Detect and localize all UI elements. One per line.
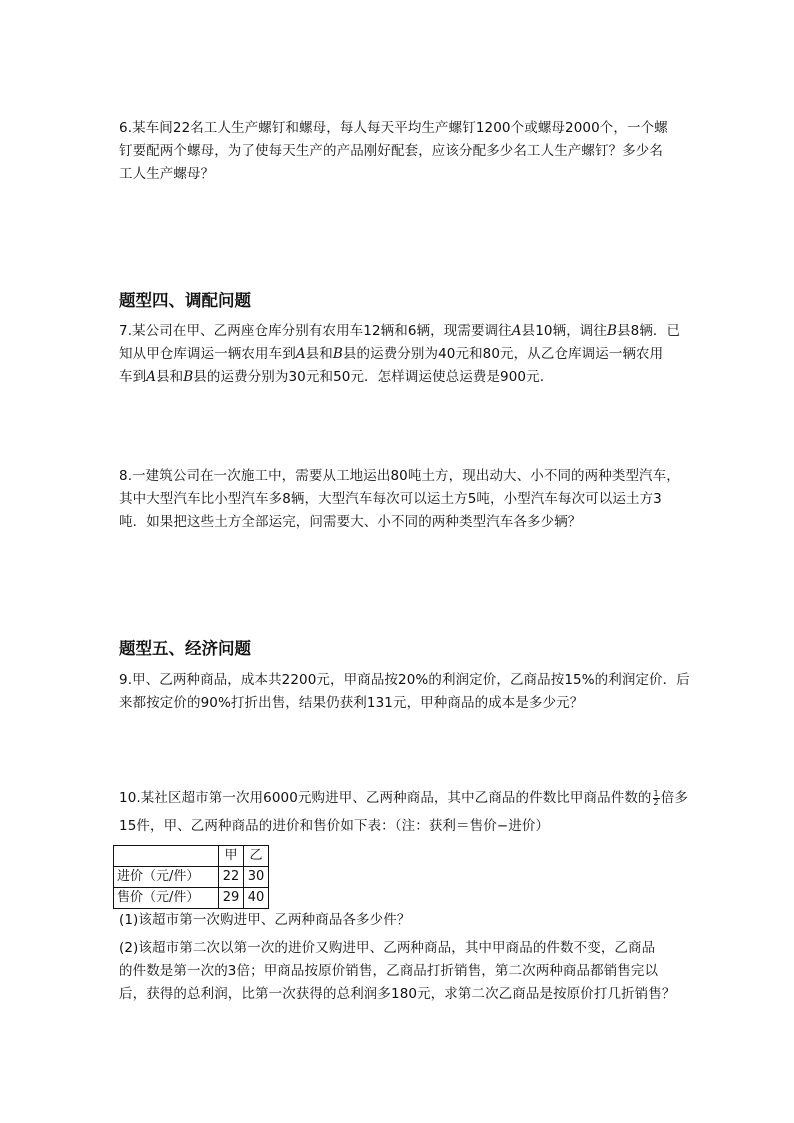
q10-sub-question-2 — [119, 937, 691, 1006]
q7-text: 县和 — [156, 369, 184, 385]
question-8 — [119, 465, 691, 534]
q6-line-1: 6.某车间22名工人生产螺钉和螺母，每人每天平均生产螺钉1200个或螺母2000个，一个螺 — [119, 120, 668, 136]
section-4-heading: 题型四、调配问题 — [119, 291, 251, 310]
q9-line-1: 9.甲、乙两种商品，成本共2200元，甲商品按20%的利润定价，乙商品按15%的利润定价．后 — [119, 672, 690, 688]
q7-text: 县的运费分别为30元和50元．怎样调运使总运费是900元． — [193, 369, 554, 385]
q6-line-3: 工人生产螺母？ — [119, 166, 215, 182]
q6-line-2: 钉要配两个螺母，为了使每天生产的产品刚好配套，应该分配多少名工人生产螺钉？多少名 — [119, 143, 663, 159]
var-a: A — [295, 346, 306, 362]
q10-line-1 — [119, 784, 691, 812]
var-b: B — [607, 323, 618, 339]
q10-sub-question-1: (1)该超市第一次购进甲、乙两种商品各多少件？ — [119, 912, 411, 928]
table-cell: 29 — [219, 888, 244, 909]
q7-text: 县和 — [305, 346, 333, 362]
question-9 — [119, 669, 691, 715]
question-10 — [119, 784, 691, 840]
table-cell: 40 — [244, 888, 269, 909]
var-b: B — [183, 369, 194, 385]
q7-text: 县10辆，调往 — [521, 323, 607, 339]
q10-line-2: 15件，甲、乙两种商品的进价和售价如下表：（注：获利＝售价−进价） — [119, 818, 550, 834]
table-row-label: 进价（元/件） — [114, 867, 219, 888]
section-5-heading: 题型五、经济问题 — [119, 639, 251, 658]
table-cell: 30 — [244, 867, 269, 888]
question-6 — [119, 117, 691, 186]
q7-text: 车到 — [119, 369, 147, 385]
fraction-one-half — [653, 790, 660, 807]
q8-line-3: 吨．如果把这些土方全部运完，问需要大、小不同的两种类型汽车各多少辆？ — [119, 514, 582, 530]
table-cell: 22 — [219, 867, 244, 888]
q7-text: 县8辆．已 — [617, 323, 681, 339]
table-row-label: 售价（元/件） — [114, 888, 219, 909]
q10-text: 倍多 — [660, 790, 688, 806]
question-7 — [119, 320, 691, 389]
price-table — [113, 845, 269, 909]
q10-sub2-line-2: 的件数是第一次的3倍；甲商品按原价销售，乙商品打折销售，第二次两种商品都销售完以 — [119, 963, 659, 979]
table-header-jia: 甲 — [219, 846, 244, 867]
q10-sub2-line-3: 后，获得的总利润，比第一次获得的总利润多180元，求第二次乙商品是按原价打几折销售？ — [119, 986, 676, 1002]
q8-line-1: 8.一建筑公司在一次施工中，需要从工地运出80吨土方，现出动大、小不同的两种类型汽车， — [119, 468, 680, 484]
q7-line-2 — [119, 343, 691, 366]
q7-text: 知从甲仓库调运一辆农用车到 — [119, 346, 296, 362]
q7-line-3 — [119, 366, 691, 389]
var-a: A — [511, 323, 522, 339]
q9-line-2: 来都按定价的90%打折出售，结果仍获利131元，甲种商品的成本是多少元？ — [119, 695, 584, 711]
q7-text: 县的运费分别为40元和80元，从乙仓库调运一辆农用 — [342, 346, 664, 362]
table-cell — [114, 846, 219, 867]
table-header-yi: 乙 — [244, 846, 269, 867]
var-a: A — [146, 369, 157, 385]
table-header-row — [114, 846, 269, 867]
q7-line-1 — [119, 320, 691, 343]
table-row — [114, 888, 269, 909]
q8-line-2: 其中大型汽车比小型汽车多8辆，大型汽车每次可以运土方5吨，小型汽车每次可以运土方3 — [119, 491, 662, 507]
q10-text: 10.某社区超市第一次用6000元购进甲、乙两种商品，其中乙商品的件数比甲商品件数的 — [119, 790, 652, 806]
fraction-numerator: 1 — [653, 788, 659, 798]
table-row — [114, 867, 269, 888]
fraction-denominator: 2 — [653, 797, 659, 807]
var-b: B — [332, 346, 343, 362]
q7-text: 7.某公司在甲、乙两座仓库分别有农用车12辆和6辆，现需要调往 — [119, 323, 512, 339]
q10-sub2-line-1: (2)该超市第二次以第一次的进价又购进甲、乙两种商品，其中甲商品的件数不变，乙商品 — [119, 940, 656, 956]
